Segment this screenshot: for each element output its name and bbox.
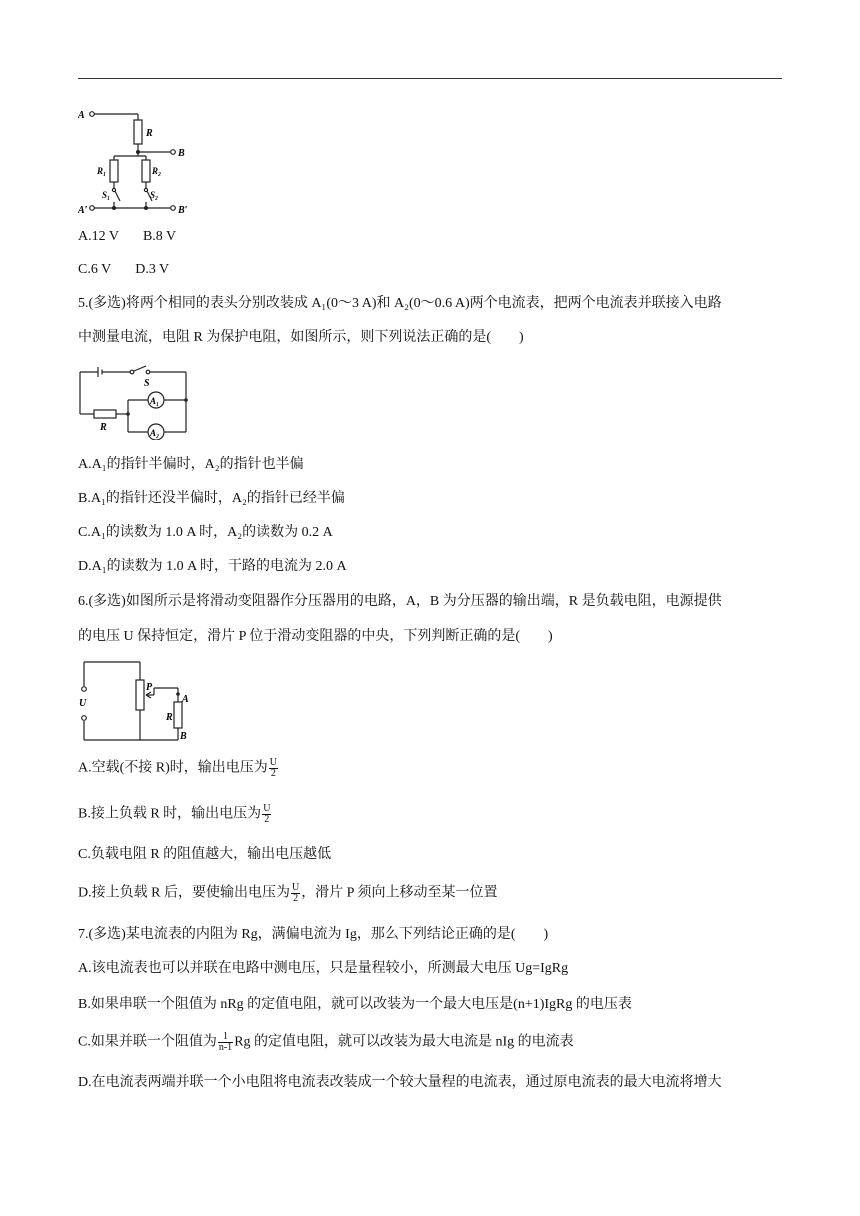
fraction-u-over-2 xyxy=(262,804,271,825)
fraction-numerator: 1 xyxy=(218,1032,233,1043)
q6-option-d xyxy=(78,883,497,904)
q6-stem-line1: 6.(多选)如图所示是将滑动变阻器作分压器用的电路，A，B 为分压器的输出端，R 是负载电阻，电源提供 xyxy=(78,594,722,609)
fraction-numerator: U xyxy=(269,757,278,768)
fraction-u-over-2 xyxy=(291,883,300,904)
fraction-numerator: U xyxy=(291,882,300,893)
q5-option-b: B.A₁的指针还没半偏时，A₂的指针已经半偏 xyxy=(78,491,345,506)
q6-label-u: U xyxy=(79,698,87,709)
q6-label-b: B xyxy=(180,731,187,742)
q4-label-b-prime: B′ xyxy=(178,205,188,216)
q4-circuit-diagram xyxy=(78,104,198,220)
fraction-u-over-2 xyxy=(269,758,278,779)
q6-label-a: A xyxy=(182,694,189,705)
fraction-denominator: 2 xyxy=(270,768,276,779)
fraction-numerator: U xyxy=(263,803,271,814)
fraction-1-over-n-minus-1 xyxy=(218,1032,233,1053)
q4-label-b: B xyxy=(178,148,185,159)
q4-options-row2 xyxy=(78,260,169,280)
q6-option-d-text: D.接上负载 R 后，要使输出电压为 xyxy=(78,885,290,901)
q5-circuit-diagram xyxy=(78,364,190,440)
q7-option-a: A.该电流表也可以并联在电路中测电压，只是量程较小，所测最大电压 Ug=IgRg xyxy=(78,961,569,976)
q5-label-s: S xyxy=(144,378,150,389)
q4-option-c: C.6 V xyxy=(78,262,112,277)
q5-stem-line1: 5.(多选)将两个相同的表头分别改装成 A₁(0～3 A)和 A₂(0～0.6 A)两个电流表，把两个电流表并联接入电路 xyxy=(78,296,722,311)
q5-stem-line2: 中测量电流，电阻 R 为保护电阻，如图所示，则下列说法正确的是( ) xyxy=(78,330,524,345)
q5-label-r: R xyxy=(100,422,107,433)
q4-option-d: D.3 V xyxy=(135,262,170,277)
q7-stem: 7.(多选)某电流表的内阻为 Rg，满偏电流为 Ig，那么下列结论正确的是( ) xyxy=(78,927,549,942)
q4-options-row1 xyxy=(78,227,176,247)
q6-option-b xyxy=(78,804,272,825)
q4-label-s1: S₁ xyxy=(102,190,111,200)
q4-label-r: R xyxy=(146,128,153,139)
q4-option-b: B.8 V xyxy=(142,229,177,244)
q5-option-d: D.A₁的读数为 1.0 A 时，干路的电流为 2.0 A xyxy=(78,559,347,574)
fraction-denominator: 2 xyxy=(264,814,270,825)
q5-option-c: C.A₁的读数为 1.0 A 时，A₂的读数为 0.2 A xyxy=(78,525,333,540)
q6-label-p: P xyxy=(146,682,153,693)
q7-option-b: B.如果串联一个阻值为 nRg 的定值电阻，就可以改装为一个最大电压是(n+1)IgRg 的电压表 xyxy=(78,997,632,1012)
q4-label-s2: S₂ xyxy=(150,190,159,200)
q5-option-a: A.A₁的指针半偏时，A₂的指针也半偏 xyxy=(78,457,304,472)
q7-option-d: D.在电流表两端并联一个小电阻将电流表改装成一个较大量程的电流表，通过原电流表的最大电流将增大 xyxy=(78,1075,722,1090)
q4-label-a: A xyxy=(78,110,85,121)
q6-option-a xyxy=(78,758,279,779)
q6-option-a-text: A.空载(不接 R)时，输出电压为 xyxy=(78,760,268,776)
q6-label-r: R xyxy=(166,712,173,723)
q5-label-a1: A₁ xyxy=(150,396,160,406)
q4-label-r2: R₂ xyxy=(152,166,162,176)
q6-option-c: C.负载电阻 R 的阻值越大，输出电压越低 xyxy=(78,847,332,862)
q6-option-d-tail: ，滑片 P 须向上移动至某一位置 xyxy=(301,885,498,901)
q4-label-r1: R₁ xyxy=(97,166,107,176)
q4-option-a: A.12 V xyxy=(78,229,119,244)
q7-option-c-text: C.如果并联一个阻值为 xyxy=(78,1034,217,1050)
q7-option-c xyxy=(78,1032,574,1053)
q7-option-c-tail: Rg 的定值电阻，就可以改装为最大电流是 nIg 的电流表 xyxy=(234,1034,574,1050)
q4-label-a-prime: A′ xyxy=(78,205,88,216)
fraction-denominator: n-1 xyxy=(218,1042,233,1053)
q6-circuit-diagram xyxy=(78,658,198,742)
q6-option-b-text: B.接上负载 R 时，输出电压为 xyxy=(78,806,262,822)
q6-stem-line2: 的电压 U 保持恒定，滑片 P 位于滑动变阻器的中央，下列判断正确的是( ) xyxy=(78,629,553,644)
q5-label-a2: A₂ xyxy=(150,428,160,438)
fraction-denominator: 2 xyxy=(293,893,299,904)
header-rule xyxy=(78,78,782,79)
